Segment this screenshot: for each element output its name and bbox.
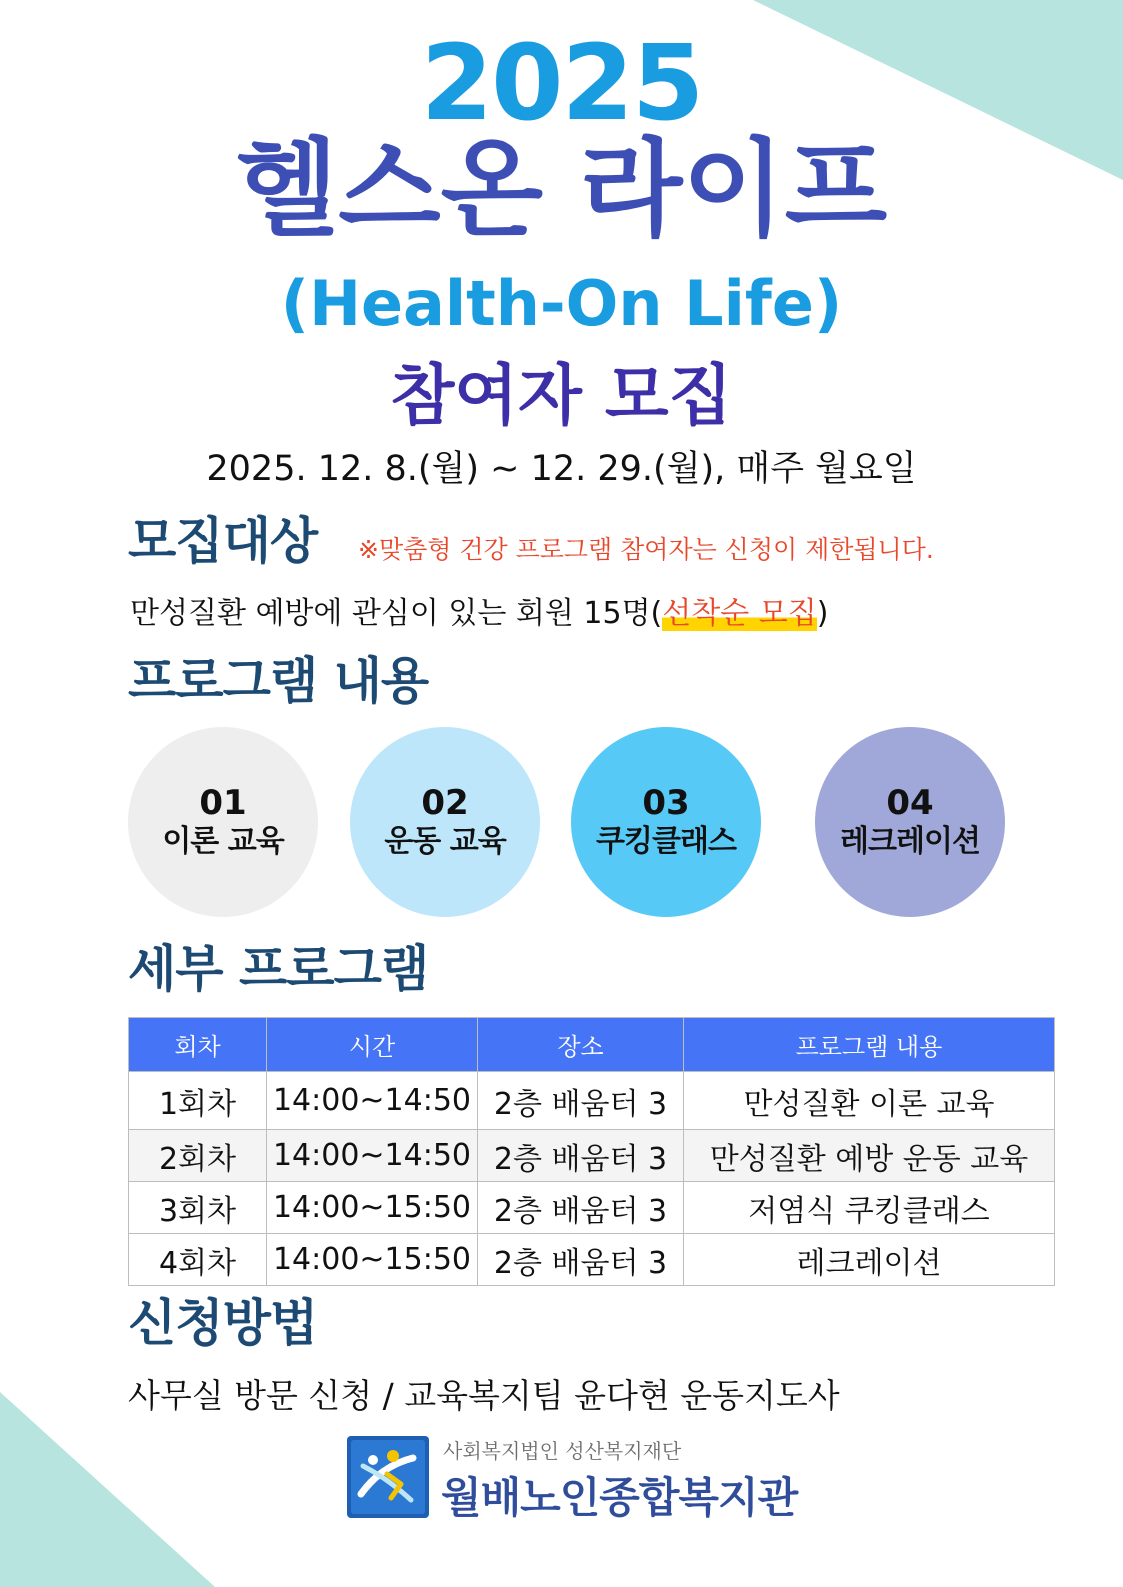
apply-section-title: 신청방법 [128, 1294, 318, 1352]
column-header-session: 회차 [129, 1018, 267, 1072]
cell-session: 1회차 [129, 1072, 267, 1130]
program-item-label: 이론 교육 [162, 823, 284, 859]
target-desc-suffix: ) [816, 596, 829, 631]
program-item-label: 레크레이션 [840, 823, 980, 859]
program-item-exercise [350, 727, 540, 917]
cell-session: 3회차 [129, 1182, 267, 1234]
cell-location: 2층 배움터 3 [478, 1130, 684, 1182]
cell-content: 만성질환 이론 교육 [684, 1072, 1055, 1130]
page-title: 헬스온 라이프 [235, 128, 888, 251]
column-header-time: 시간 [267, 1018, 478, 1072]
foundation-name: 사회복지법인 성산복지재단 [443, 1439, 682, 1463]
page-subtitle-english: (Health-On Life) [280, 267, 843, 340]
organization-footer [347, 1433, 807, 1523]
cell-time: 14:00~14:50 [267, 1072, 478, 1130]
cell-session: 4회차 [129, 1234, 267, 1286]
program-item-number: 01 [199, 783, 247, 824]
schedule-dates: 2025. 12. 8.(월) ~ 12. 29.(월), 매주 월요일 [206, 449, 917, 489]
target-desc-text: 만성질환 예방에 관심이 있는 회원 15명( [130, 596, 663, 631]
apply-description: 사무실 방문 신청 / 교육복지팀 윤다현 운동지도사 [128, 1376, 840, 1415]
cell-content: 저염식 쿠킹클래스 [684, 1182, 1055, 1234]
program-item-cooking [571, 727, 761, 917]
program-item-recreation [815, 727, 1005, 917]
bottom-left-decoration [0, 1392, 215, 1587]
table-row [129, 1072, 1055, 1130]
table-row [129, 1182, 1055, 1234]
program-item-label: 운동 교육 [384, 823, 506, 859]
cell-location: 2층 배움터 3 [478, 1182, 684, 1234]
restriction-notice: ※맞춤형 건강 프로그램 참여자는 신청이 제한됩니다. [358, 535, 934, 564]
cell-location: 2층 배움터 3 [478, 1234, 684, 1286]
cell-session: 2회차 [129, 1130, 267, 1182]
table-row [129, 1130, 1055, 1182]
target-description [130, 588, 828, 632]
schedule-table [128, 1017, 1055, 1286]
cell-content: 만성질환 예방 운동 교육 [684, 1130, 1055, 1182]
cell-time: 14:00~15:50 [267, 1182, 478, 1234]
recruit-heading: 참여자 모집 [390, 357, 733, 434]
program-item-number: 02 [421, 783, 469, 824]
first-come-highlight: 선착순 모집 [662, 596, 817, 631]
welfare-logo-icon [347, 1436, 429, 1518]
program-item-number: 04 [886, 783, 934, 824]
detail-section-title: 세부 프로그램 [128, 940, 429, 998]
program-item-label: 쿠킹클래스 [596, 823, 736, 859]
cell-time: 14:00~14:50 [267, 1130, 478, 1182]
target-section-title: 모집대상 [128, 512, 318, 570]
year-heading: 2025 [420, 22, 703, 144]
column-header-location: 장소 [478, 1018, 684, 1072]
column-header-content: 프로그램 내용 [684, 1018, 1055, 1072]
program-item-theory [128, 727, 318, 917]
cell-location: 2층 배움터 3 [478, 1072, 684, 1130]
program-section-title: 프로그램 내용 [128, 652, 429, 710]
organization-name: 월배노인종합복지관 [441, 1473, 798, 1522]
cell-time: 14:00~15:50 [267, 1234, 478, 1286]
cell-content: 레크레이션 [684, 1234, 1055, 1286]
table-header-row [129, 1018, 1055, 1072]
table-row [129, 1234, 1055, 1286]
program-item-number: 03 [642, 783, 690, 824]
